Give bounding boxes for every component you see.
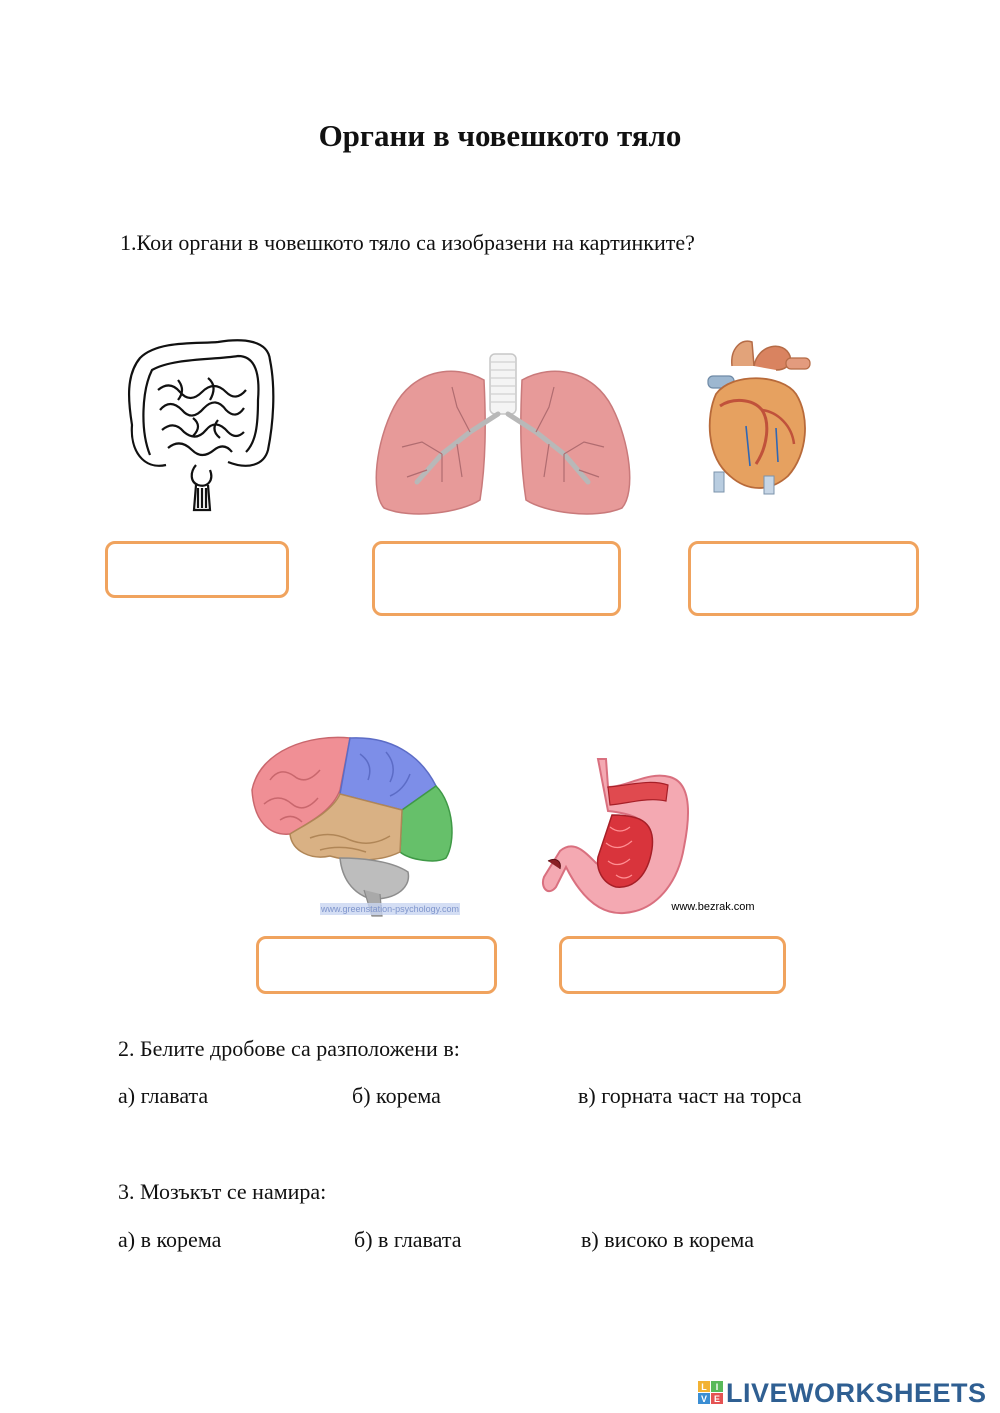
liveworksheets-text: LIVEWORKSHEETS [726,1378,987,1408]
svg-text:E: E [713,1394,721,1404]
question-2: 2. Белите дробове са разположени в: [118,1036,460,1061]
answer-input-stomach[interactable] [562,939,787,993]
answer-box-stomach[interactable] [559,936,786,994]
live-logo-icon [698,1381,724,1405]
question-1: 1.Кои органи в човешкото тяло са изобразени на картинките? [120,230,695,255]
q3-option-a[interactable]: а) в корема [118,1227,222,1252]
answer-box-brain[interactable] [256,936,497,994]
svg-text:V: V [700,1394,708,1404]
brain-watermark: www.greenstation-psychology.com [321,904,459,914]
q2-option-a[interactable]: а) главата [118,1083,209,1108]
page-title: Органи в човешкото тяло [318,118,682,153]
heart-image [692,336,820,498]
answer-input-heart[interactable] [691,544,920,615]
answer-box-intestines[interactable] [105,541,289,598]
q3-option-b[interactable]: б) в главата [354,1227,462,1252]
svg-text:L: L [701,1382,707,1392]
lungs-image [372,352,634,520]
answer-input-lungs[interactable] [375,544,622,615]
intestines-image [118,330,278,515]
q2-option-b[interactable]: б) корема [352,1083,441,1108]
brain-image [240,730,462,918]
answer-input-brain[interactable] [259,939,498,993]
stomach-watermark: www.bezrak.com [671,901,755,913]
svg-text:I: I [715,1382,719,1392]
q3-option-c[interactable]: в) високо в корема [581,1227,754,1252]
answer-input-intestines[interactable] [108,544,290,597]
stomach-image [538,757,778,919]
answer-box-lungs[interactable] [372,541,621,616]
q2-option-c[interactable]: в) горната част на торса [578,1083,802,1108]
question-3: 3. Мозъкът се намира: [118,1179,327,1204]
answer-box-heart[interactable] [688,541,919,616]
liveworksheets-logo [698,1378,990,1408]
